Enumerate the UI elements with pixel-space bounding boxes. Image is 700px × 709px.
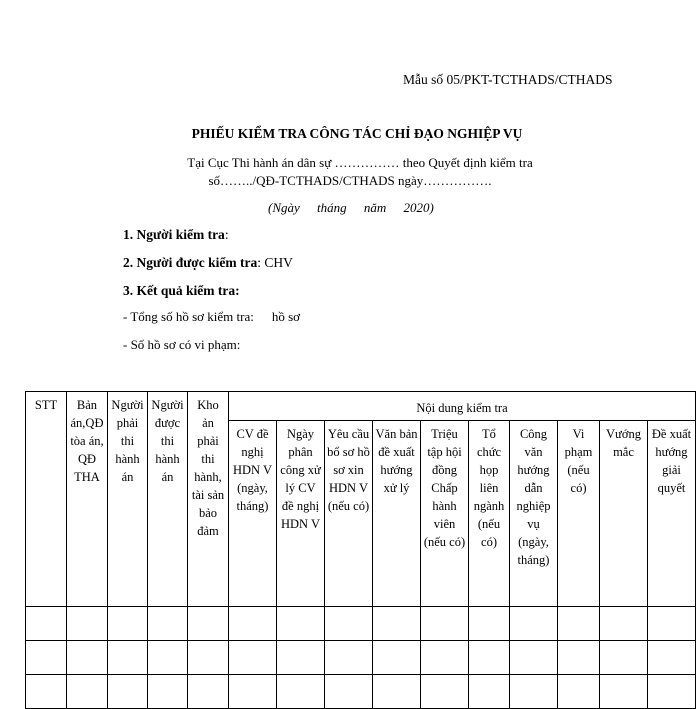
- table-row: [26, 607, 696, 641]
- section-inspected: [123, 255, 293, 271]
- col-header-judgment: Bản án,QĐ tòa án, QĐ THA: [67, 392, 108, 607]
- bullet-total-files: [123, 309, 300, 325]
- section-result: [123, 283, 240, 299]
- table-row: [26, 641, 696, 675]
- col-header-council: Triệu tập hội đồng Chấp hành viên (nếu có): [421, 421, 469, 607]
- section-inspector: [123, 227, 229, 243]
- col-header-supplement: Yêu cầu bổ sơ hồ sơ xin HDN V (nếu có): [325, 421, 373, 607]
- col-header-obligee: Người được thi hành án: [148, 392, 188, 607]
- bullet-total-label: - Tổng số hồ sơ kiểm tra:: [123, 309, 254, 324]
- col-header-amount: Kho ản phải thi hành, tài sản bảo đảm: [188, 392, 229, 607]
- section-inspector-label: 1. Người kiểm tra: [123, 227, 225, 242]
- col-header-stt: STT: [26, 392, 67, 607]
- col-header-obligor: Người phải thi hành án: [108, 392, 148, 607]
- section-result-label: 3. Kết quả kiểm tra:: [123, 283, 240, 298]
- form-code: Mẫu số 05/PKT-TCTHADS/CTHADS: [403, 72, 613, 87]
- section-inspected-value: : CHV: [257, 255, 293, 270]
- col-header-obstacle: Vướng mắc: [600, 421, 648, 607]
- inspection-table: [25, 391, 696, 709]
- col-header-meeting: Tổ chức họp liên ngành (nếu có): [469, 421, 510, 607]
- intro-line-1: Tại Cục Thi hành án dân sự …………… theo Quyết định kiểm tra: [187, 155, 533, 170]
- col-header-request: CV đề nghị HDN V (ngày, tháng): [229, 421, 277, 607]
- section-inspector-value: :: [224, 227, 229, 242]
- intro-line-2: số……../QĐ-TCTHADS/CTHADS ngày…………….: [208, 173, 492, 188]
- col-header-assign-date: Ngày phân công xử lý CV đề nghị HDN V: [277, 421, 325, 607]
- col-group-header: Nội dung kiểm tra: [229, 392, 696, 421]
- date-line: (Ngày tháng năm 2020): [268, 200, 434, 215]
- col-header-proposal: Văn bản đề xuất hướng xử lý: [373, 421, 421, 607]
- section-inspected-label: 2. Người được kiểm tra: [123, 255, 258, 270]
- table-row: [26, 675, 696, 709]
- bullet-violation-files: - Số hồ sơ có vi phạm:: [123, 337, 241, 352]
- col-header-violation: Vi phạm (nếu có): [558, 421, 600, 607]
- col-header-guidance: Công văn hướng dẫn nghiệp vụ (ngày, tháng): [510, 421, 558, 607]
- document-title: PHIẾU KIỂM TRA CÔNG TÁC CHỈ ĐẠO NGHIỆP VỤ: [191, 126, 523, 141]
- col-header-solution: Đề xuất hướng giải quyết: [648, 421, 696, 607]
- bullet-total-unit: hồ sơ: [271, 309, 301, 324]
